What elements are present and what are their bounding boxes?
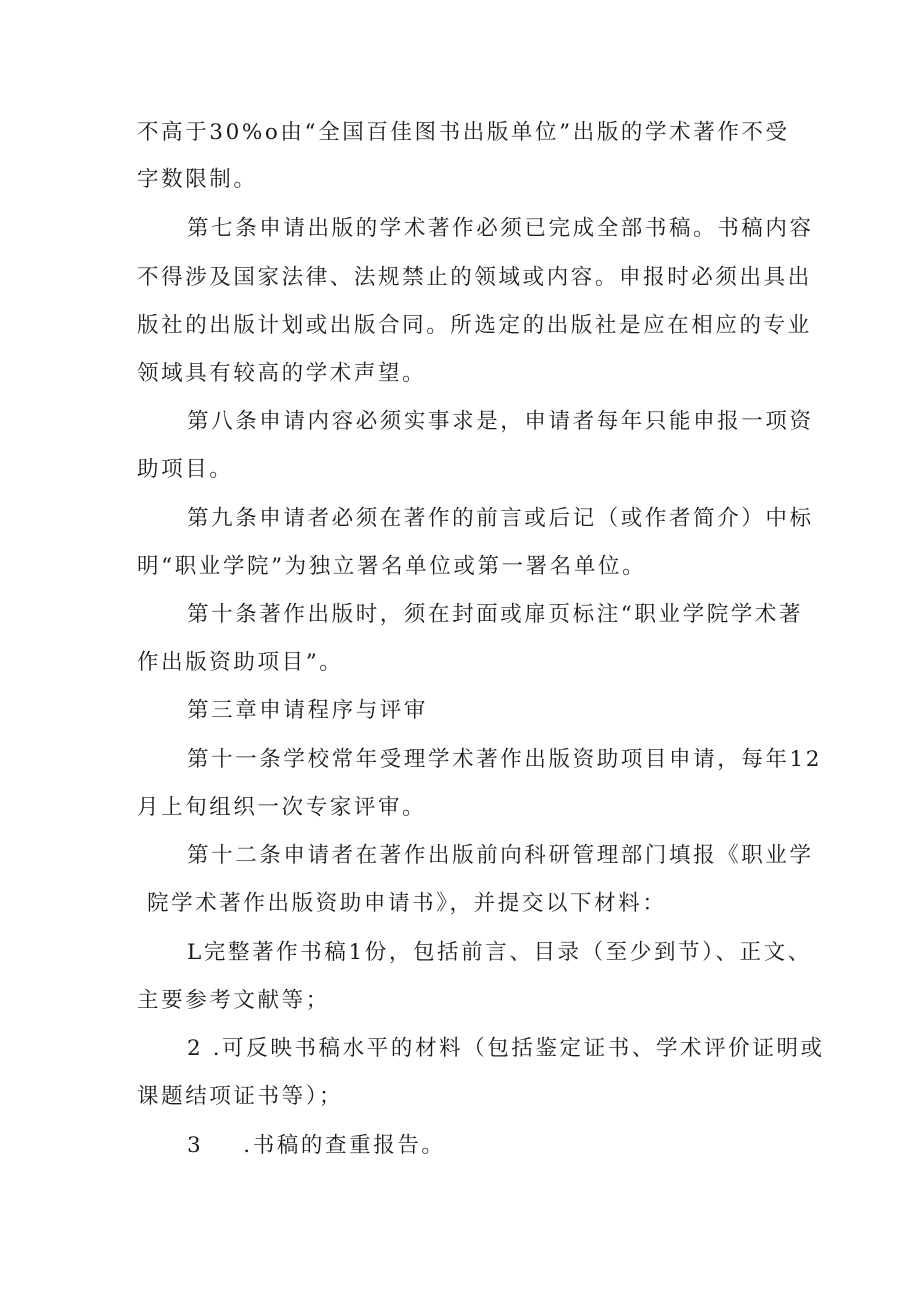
list-item-2: 2 .可反映书稿水平的材料（包括鉴定证书、学术评价证明或 — [187, 1036, 825, 1061]
chapter-3-heading: 第三章申请程序与评审 — [187, 698, 429, 723]
article-8-paragraph: 第八条申请内容必须实事求是，申请者每年只能申报一项资 — [187, 409, 814, 434]
text-line: 课题结项证书等）； — [137, 1084, 344, 1109]
text-line: 主要参考文献等； — [137, 988, 330, 1013]
text-line: 月上旬组织一次专家评审。 — [137, 795, 427, 820]
article-12-paragraph: 第十二条申请者在著作出版前向科研管理部门填报《职业学 — [187, 843, 814, 868]
text-line: 版社的出版计划或出版合同。所选定的出版社是应在相应的专业 — [137, 313, 812, 338]
list-item-3-text: .书稿的查重报告。 — [243, 1133, 446, 1158]
list-item-3 — [187, 1131, 867, 1161]
article-11-paragraph: 第十一条学校常年受理学术著作出版资助项目申请，每年12 — [187, 747, 823, 772]
article-9-paragraph: 第九条申请者必须在著作的前言或后记（或作者简介）中标 — [187, 506, 814, 531]
article-10-paragraph: 第十条著作出版时，须在封面或扉页标注“职业学院学术著 — [187, 602, 804, 627]
list-item-1: L完整著作书稿1份，包括前言、目录（至少到节）、正文、 — [187, 940, 812, 965]
text-line: 作出版资助项目”。 — [137, 650, 344, 675]
text-line: 助项目。 — [137, 457, 234, 482]
text-line: 字数限制。 — [137, 167, 258, 192]
list-item-3-number: 3 — [187, 1133, 204, 1158]
article-7-paragraph: 第七条申请出版的学术著作必须已完成全部书稿。书稿内容 — [187, 216, 814, 241]
text-line: 明“职业学院”为独立署名单位或第一署名单位。 — [137, 554, 647, 579]
text-line: 不高于30%o由“全国百佳图书出版单位”出版的学术著作不受 — [137, 120, 790, 145]
text-line: 不得涉及国家法律、法规禁止的领域或内容。申报时必须出具出 — [137, 265, 812, 290]
text-line: 领域具有较高的学术声望。 — [137, 361, 427, 386]
text-line: 院学术著作出版资助申请书》，并提交以下材料： — [147, 891, 667, 916]
